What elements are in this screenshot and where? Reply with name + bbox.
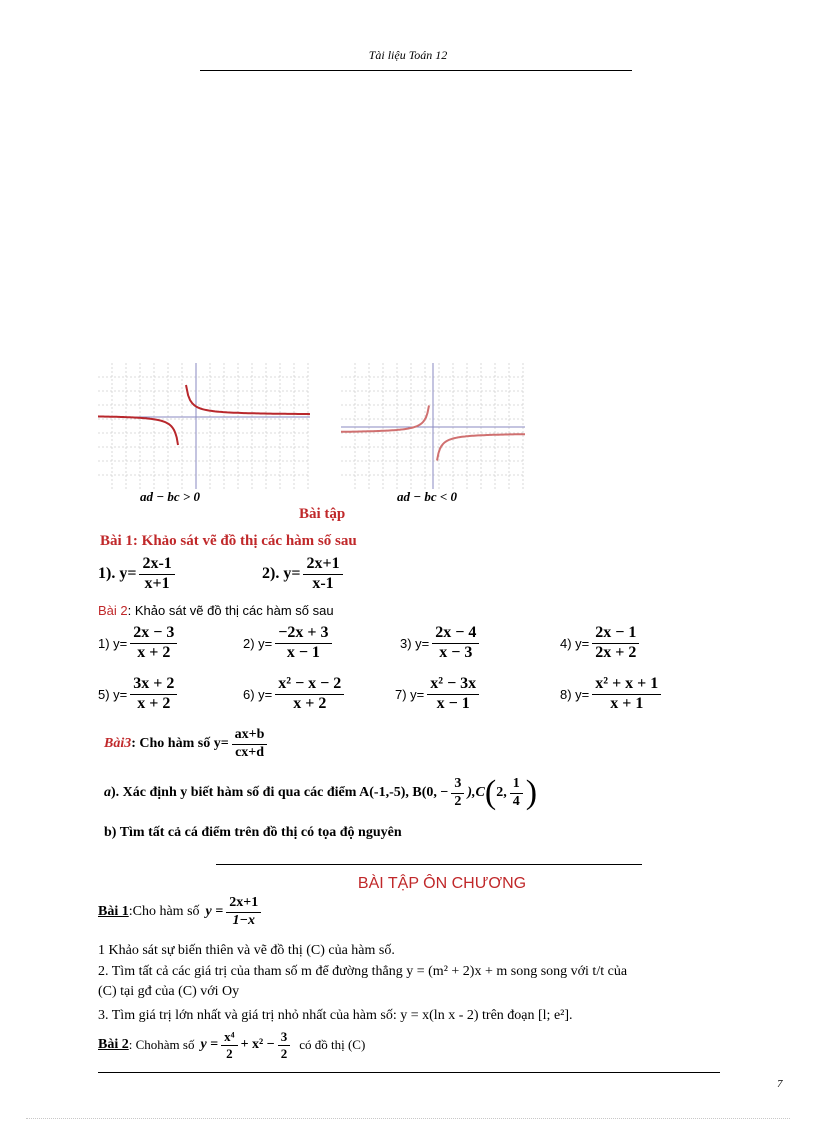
bai3-text: : Cho hàm số y= bbox=[131, 736, 229, 752]
bai1-item-1-label: 1). y= bbox=[98, 565, 137, 583]
on-chuong-line-3: 3. Tìm giá trị lớn nhất và giá trị nhỏ nhất của hàm số: y = x(ln x - 2) trên đoạn [l; e²]. bbox=[98, 1008, 573, 1023]
on-chuong-bai1-fn-prefix: y = bbox=[205, 904, 224, 920]
graph-right bbox=[341, 363, 525, 489]
on-chuong-line-1: 1 Khảo sát sự biến thiên và vẽ đồ thị (C) của hàm số. bbox=[98, 943, 395, 958]
bai2-item-7-num: x² − 3x bbox=[427, 676, 479, 695]
bai3-a-close-paren: ) bbox=[525, 774, 538, 811]
on-chuong-bai2-f2num: 3 bbox=[278, 1030, 291, 1046]
bai2-item-6-label: 6) y= bbox=[243, 686, 273, 702]
graph-left-caption: ad − bc > 0 bbox=[140, 489, 201, 504]
bai1-item-1-den: x+1 bbox=[144, 574, 170, 592]
graph-right-caption: ad − bc < 0 bbox=[397, 489, 458, 504]
bai3-a-c1: 2, bbox=[496, 785, 507, 800]
bai2-item-4-num: 2x − 1 bbox=[592, 625, 639, 644]
on-chuong-bai2-end: có đồ thị (C) bbox=[299, 1037, 366, 1053]
bai2-item-1-num: 2x − 3 bbox=[130, 625, 177, 644]
on-chuong-bai1-num: 2x+1 bbox=[226, 896, 261, 913]
bai1-item-2 bbox=[262, 556, 346, 593]
bai3-a-open-paren: ( bbox=[484, 774, 497, 811]
bai2-item-7-den: x − 1 bbox=[436, 694, 470, 712]
bai2-title: : Khảo sát vẽ đồ thị các hàm số sau bbox=[127, 603, 334, 618]
bai2-item-2 bbox=[243, 625, 335, 662]
bai1-item-2-den: x-1 bbox=[312, 574, 334, 592]
on-chuong-bai2-fn-prefix: y = bbox=[200, 1037, 219, 1053]
on-chuong-bai1 bbox=[98, 896, 264, 928]
bai3-heading bbox=[104, 728, 270, 760]
bai3-part-a bbox=[104, 776, 537, 810]
bai2-item-6-num: x² − x − 2 bbox=[275, 676, 344, 695]
bai3-a-cnum: 1 bbox=[510, 777, 523, 794]
bai2-item-1 bbox=[98, 625, 180, 662]
bai2-item-2-den: x − 1 bbox=[286, 643, 320, 661]
bai2-heading bbox=[98, 603, 334, 618]
bai1-item-2-label: 2). y= bbox=[262, 565, 301, 583]
bai2-item-6-den: x + 2 bbox=[293, 694, 327, 712]
bai2-item-5-label: 5) y= bbox=[98, 686, 128, 702]
graph-left bbox=[98, 363, 310, 489]
page-number: 7 bbox=[777, 1078, 783, 1090]
on-chuong-bai1-den: 1−x bbox=[232, 912, 255, 928]
bai2-item-4 bbox=[560, 625, 642, 662]
on-chuong-line-2a: 2. Tìm tất cả các giá trị của tham số m để đường thẳng y = (m² + 2)x + m song song với t/t của bbox=[98, 964, 628, 979]
bai3-label: Bài3 bbox=[104, 736, 132, 752]
section-divider bbox=[216, 864, 642, 865]
section-heading-on-chuong: BÀI TẬP ÔN CHƯƠNG bbox=[357, 875, 527, 892]
bai2-item-6 bbox=[243, 676, 347, 713]
bai2-item-2-label: 2) y= bbox=[243, 635, 273, 651]
bai2-item-5-den: x + 2 bbox=[137, 694, 171, 712]
bai2-item-3-num: 2x − 4 bbox=[432, 625, 479, 644]
bai2-item-2-num: −2x + 3 bbox=[275, 625, 331, 644]
bai3-num: ax+b bbox=[232, 728, 268, 745]
bai2-item-3-label: 3) y= bbox=[400, 635, 430, 651]
on-chuong-bai2-f1den: 2 bbox=[226, 1045, 233, 1061]
bai3-a-text: ). Xác định y biết hàm số đi qua các điểm A(-1,-5), B(0, − bbox=[111, 785, 449, 800]
on-chuong-bai2 bbox=[98, 1030, 365, 1060]
bai3-a-fden: 2 bbox=[454, 793, 462, 809]
bai2-item-4-label: 4) y= bbox=[560, 635, 590, 651]
bai2-item-8-label: 8) y= bbox=[560, 686, 590, 702]
bai2-item-8 bbox=[560, 676, 664, 713]
bai2-item-1-label: 1) y= bbox=[98, 635, 128, 651]
bai2-item-3-den: x − 3 bbox=[439, 643, 473, 661]
bai2-item-4-den: 2x + 2 bbox=[595, 643, 637, 661]
bai3-a-prefix: a bbox=[104, 785, 111, 800]
on-chuong-bai2-f2den: 2 bbox=[280, 1045, 288, 1061]
bai2-item-8-den: x + 1 bbox=[610, 694, 644, 712]
section-heading-bai-tap: Bài tập bbox=[299, 506, 346, 522]
page-header-title: Tài liệu Toán 12 bbox=[368, 48, 448, 62]
page-bottom-dotted-edge bbox=[26, 1118, 790, 1119]
on-chuong-bai1-text: :Cho hàm số bbox=[128, 904, 200, 920]
bai3-a-mid: ),C bbox=[467, 785, 485, 800]
bai1-item-1-num: 2x-1 bbox=[139, 556, 174, 575]
bai3-a-cden: 4 bbox=[512, 793, 520, 809]
bai2-item-7-label: 7) y= bbox=[395, 686, 425, 702]
bai3-part-b: b) Tìm tất cả cá điểm trên đồ thị có tọa độ nguyên bbox=[104, 825, 402, 840]
on-chuong-line-2b: (C) tại gđ của (C) với Oy bbox=[98, 984, 240, 999]
bai1-item-1 bbox=[98, 556, 178, 593]
bai2-item-5 bbox=[98, 676, 180, 713]
on-chuong-bai2-mid: + x² − bbox=[240, 1037, 275, 1053]
on-chuong-bai2-label: Bài 2 bbox=[98, 1037, 129, 1053]
bai2-item-7 bbox=[395, 676, 482, 713]
bai3-a-fnum: 3 bbox=[451, 777, 464, 794]
bai2-label: Bài 2 bbox=[98, 603, 128, 618]
bai2-item-8-num: x² + x + 1 bbox=[592, 676, 661, 695]
on-chuong-bai1-label: Bài 1 bbox=[98, 904, 129, 920]
bai2-item-1-den: x + 2 bbox=[137, 643, 171, 661]
bai2-item-3 bbox=[400, 625, 482, 662]
on-chuong-bai2-f1num: x⁴ bbox=[221, 1030, 237, 1046]
bai3-den: cx+d bbox=[235, 744, 265, 760]
bai1-title: Bài 1: Khảo sát vẽ đồ thị các hàm số sau bbox=[100, 533, 357, 549]
bai2-item-5-num: 3x + 2 bbox=[130, 676, 177, 695]
header-rule bbox=[200, 70, 632, 71]
footer-rule bbox=[98, 1072, 720, 1073]
bai1-item-2-num: 2x+1 bbox=[303, 556, 342, 575]
on-chuong-bai2-text: : Chohàm số bbox=[128, 1037, 195, 1053]
